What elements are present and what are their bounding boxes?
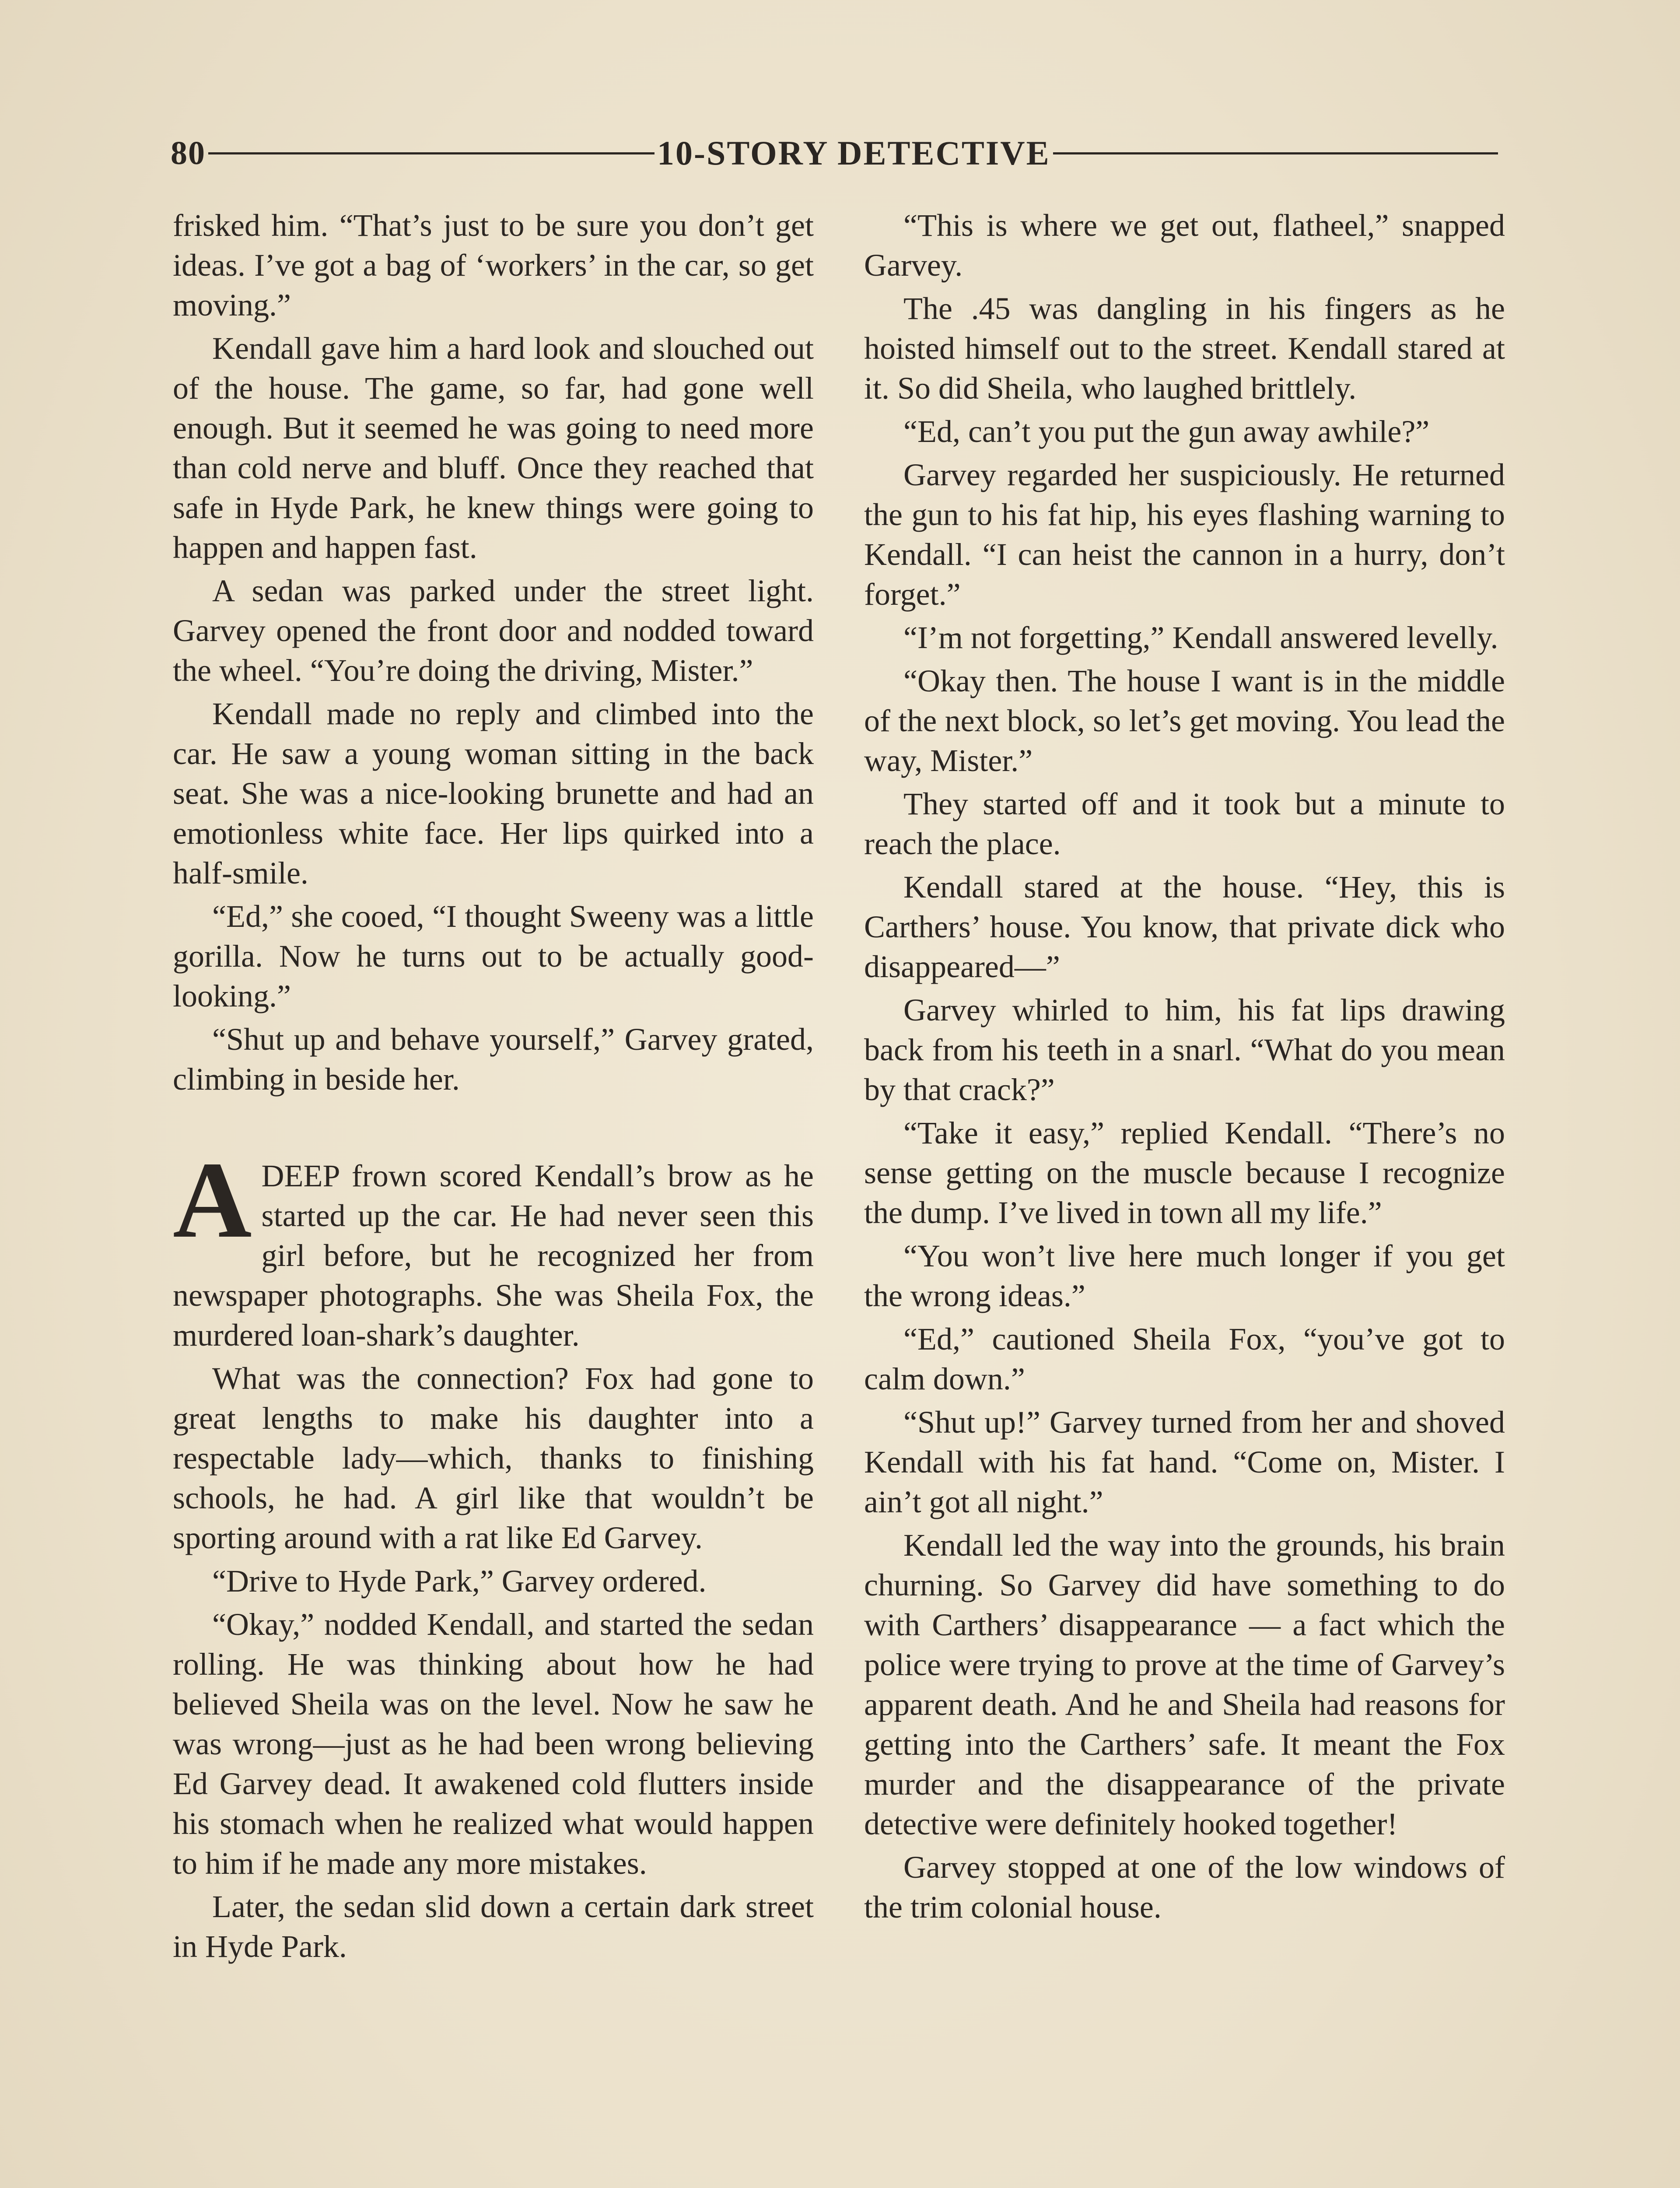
paragraph: “Okay then. The house I want is in the middle of the next block, so let’s get moving. You lead the way, Mister.” [864, 663, 1505, 778]
section-opening-paragraph [173, 1140, 814, 1355]
paragraph: Kendall stared at the house. “Hey, this is Carthers’ house. You know, that private dick who disappeared—” [864, 870, 1505, 984]
paragraph: “I’m not forgetting,” Kendall answered levelly. [903, 620, 1498, 655]
paragraph: “Shut up and behave yourself,” Garvey grated, climbing in beside her. [173, 1022, 814, 1097]
paragraph: Garvey regarded her suspiciously. He returned the gun to his fat hip, his eyes flashing warning to Kendall. “I can heist the cannon in a hurry, don’t forget.” [864, 457, 1505, 612]
paragraph: They started off and it took but a minute to reach the place. [864, 786, 1505, 861]
paragraph: “Ed,” she cooed, “I thought Sweeny was a little gorilla. Now he turns out to be actually good-looking.” [173, 899, 814, 1013]
paragraph: The .45 was dangling in his fingers as he hoisted himself out to the street. Kendall stared at it. So did Sheila, who laughed brittlely. [864, 291, 1505, 406]
section-opening-text: DEEP frown scored Kendall’s brow as he started up the car. He had never seen this girl before, but he recognized her from newspaper photographs. She was Sheila Fox, the murdered loan-shark’s daughter. [173, 1158, 814, 1353]
page-number: 80 [171, 134, 206, 172]
paragraph: “Ed, can’t you put the gun away awhile?” [903, 414, 1430, 449]
paragraph: “Shut up!” Garvey turned from her and shoved Kendall with his fat hand. “Come on, Mister. I ain’t got all night.” [864, 1405, 1505, 1519]
paragraph: “Take it easy,” replied Kendall. “There’s no sense getting on the muscle because I recognize the dump. I’ve lived in town all my life.” [864, 1115, 1505, 1230]
drop-cap: A [173, 1140, 252, 1261]
right-column [864, 206, 1505, 1931]
paragraph: Kendall gave him a hard look and slouched out of the house. The game, so far, had gone well enough. But it seemed he was going to need more than cold nerve and bluff. Once they reached that safe in Hyde Park, he knew things were going to happen and happen fast. [173, 331, 814, 565]
header-rule-left [208, 152, 654, 154]
paragraph: “You won’t live here much longer if you get the wrong ideas.” [864, 1238, 1505, 1313]
left-column [173, 206, 814, 1970]
paragraph: “Drive to Hyde Park,” Garvey ordered. [212, 1564, 707, 1599]
running-header [171, 127, 1501, 179]
paragraph: Kendall made no reply and climbed into the car. He saw a young woman sitting in the back seat. She was a nice-looking brunette and had an emotionless white face. Her lips quirked into a half-smile. [173, 696, 814, 891]
paragraph: “Okay,” nodded Kendall, and started the sedan rolling. He was thinking about how he had believed Sheila was on the level. Now he saw he was wrong—just as he had been wrong believing Ed Garvey dead. It awakened cold flutters inside his stomach when he realized what would happen to him if he made any more mistakes. [173, 1607, 814, 1881]
magazine-title: 10-STORY DETECTIVE [657, 134, 1050, 172]
paragraph: Garvey whirled to him, his fat lips drawing back from his teeth in a snarl. “What do you mean by that crack?” [864, 992, 1505, 1107]
paragraph: “This is where we get out, flatheel,” snapped Garvey. [864, 208, 1505, 283]
paragraph: frisked him. “That’s just to be sure you don’t get ideas. I’ve got a bag of ‘workers’ in the car, so get moving.” [173, 208, 814, 323]
paragraph: Kendall led the way into the grounds, his brain churning. So Garvey did have something to do with Carthers’ disappearance — a fact which the police were trying to prove at the time of Garvey’s apparent death. And he and Sheila had reasons for getting into the Carthers’ safe. It meant the Fox murder and the disappearance of the private detective were definitely hooked together! [864, 1528, 1505, 1841]
paragraph: Later, the sedan slid down a certain dark street in Hyde Park. [173, 1889, 814, 1964]
paragraph: What was the connection? Fox had gone to great lengths to make his daughter into a respectable lady—which, thanks to finishing schools, he had. A girl like that wouldn’t be sporting around with a rat like Ed Garvey. [173, 1361, 814, 1555]
header-rule-right [1053, 152, 1498, 154]
paragraph: Garvey stopped at one of the low windows of the trim colonial house. [864, 1850, 1505, 1925]
paragraph: “Ed,” cautioned Sheila Fox, “you’ve got to calm down.” [864, 1322, 1505, 1396]
paragraph: A sedan was parked under the street light. Garvey opened the front door and nodded toward the wheel. “You’re doing the driving, Mister.” [173, 573, 814, 688]
